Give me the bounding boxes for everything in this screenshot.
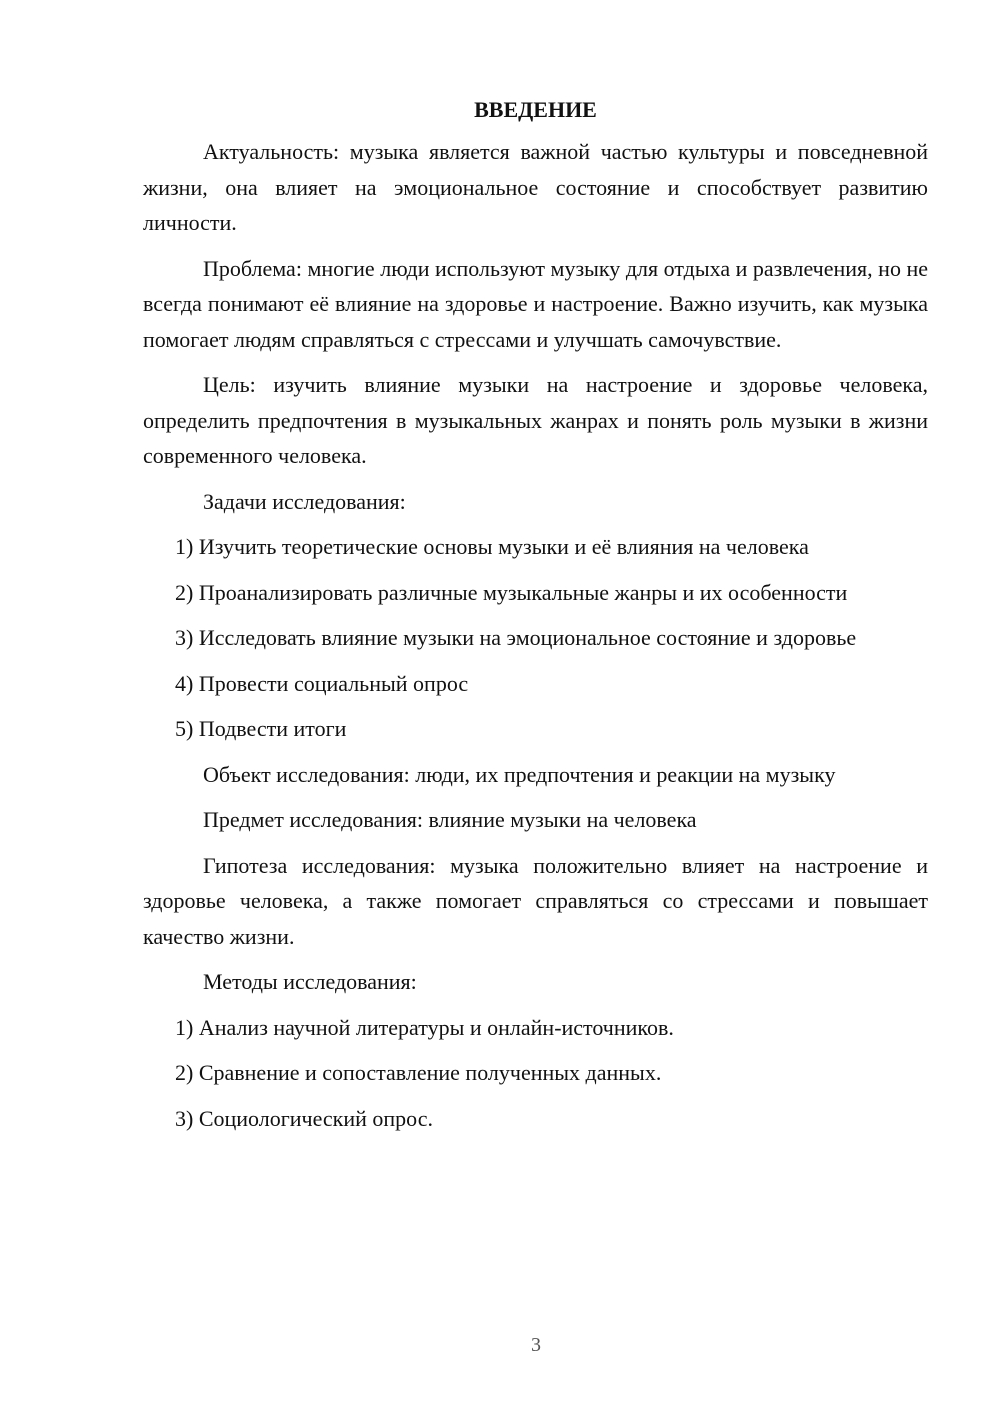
subject-paragraph: Предмет исследования: влияние музыки на человека (203, 807, 697, 832)
page-number: 3 (531, 1334, 541, 1356)
task-item-3: 3) Исследовать влияние музыки на эмоциональное состояние и здоровье (175, 625, 857, 650)
hypothesis-paragraph: Гипотеза исследования: музыка положительно влияет на настроение и здоровье человека, а также помогает справляться со стрессами и повышает качество жизни. (143, 852, 928, 949)
task-item-1: 1) Изучить теоретические основы музыки и её влияния на человека (175, 534, 809, 559)
method-item-3: 3) Социологический опрос. (175, 1105, 433, 1131)
goal-paragraph: Цель: изучить влияние музыки на настроение и здоровье человека, определить предпочтения в музыкальных жанрах и понять роль музыки в жизни современного человека. (143, 372, 928, 468)
method-item-2: 2) Сравнение и сопоставление полученных данных. (175, 1060, 662, 1085)
task-item-5: 5) Подвести итоги (175, 716, 347, 741)
object-paragraph: Объект исследования: люди, их предпочтения и реакции на музыку (203, 761, 836, 787)
section-heading: ВВЕДЕНИЕ (474, 97, 597, 122)
page-content (143, 96, 928, 1146)
method-item-1: 1) Анализ научной литературы и онлайн-источников. (175, 1014, 674, 1040)
task-item-4: 4) Провести социальный опрос (175, 670, 469, 696)
task-item-2: 2) Проанализировать различные музыкальные жанры и их особенности (175, 579, 848, 605)
relevance-paragraph: Актуальность: музыка является важной частью культуры и повседневной жизни, она влияет на эмоциональное состояние и способствует развитию личности. (143, 139, 928, 235)
problem-paragraph: Проблема: многие люди используют музыку для отдыха и развлечения, но не всегда понимают её влияние на здоровье и настроение. Важно изучить, как музыка помогает людям справляться с стрессами и улучшать самочувствие. (143, 255, 928, 352)
methods-label: Методы исследования: (203, 969, 417, 994)
tasks-label: Задачи исследования: (203, 488, 406, 514)
